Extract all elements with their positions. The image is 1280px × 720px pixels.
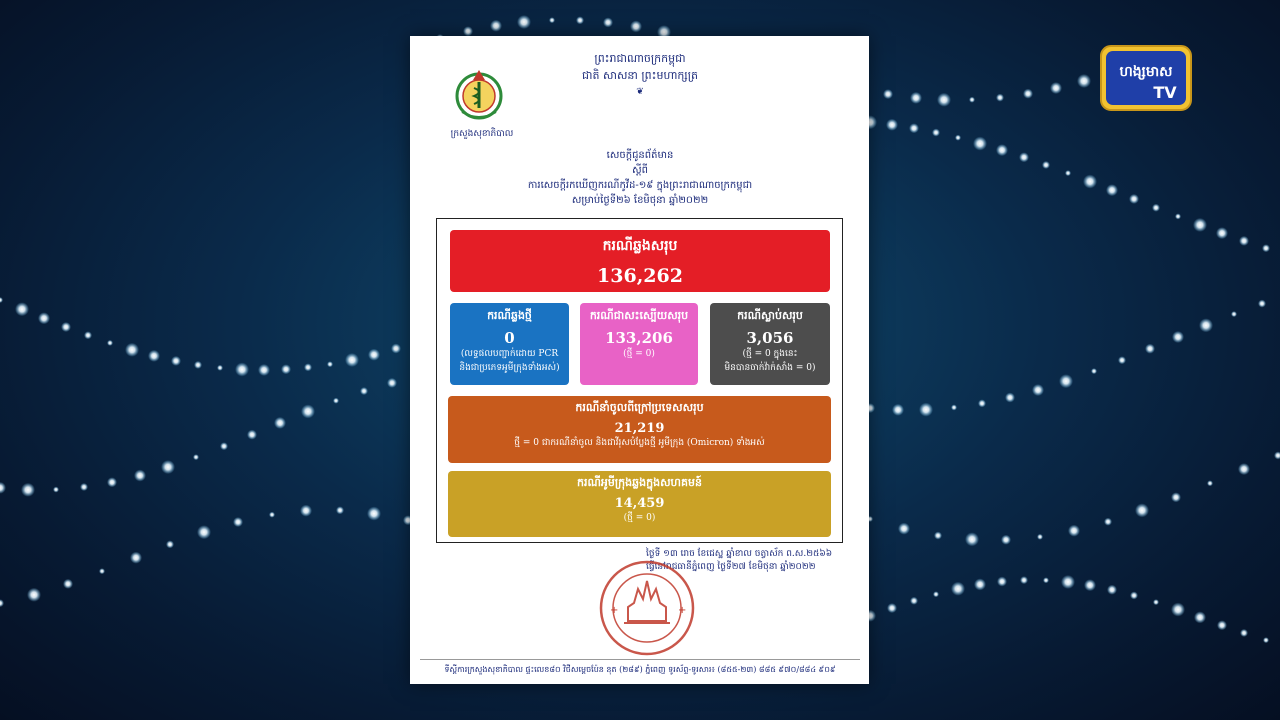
bokeh-light: [53, 487, 59, 493]
bokeh-light: [217, 365, 223, 371]
bokeh-light: [367, 507, 381, 521]
bokeh-light: [1207, 480, 1213, 486]
bokeh-light: [258, 364, 270, 376]
bokeh-light: [1231, 311, 1237, 317]
bokeh-light: [1068, 525, 1080, 537]
new-cases-value: 0: [504, 329, 515, 347]
bokeh-light: [233, 517, 243, 527]
bokeh-light: [1153, 599, 1159, 605]
bokeh-light: [892, 404, 904, 416]
bokeh-light: [996, 144, 1008, 156]
bokeh-light: [0, 297, 3, 303]
bokeh-light: [193, 454, 199, 460]
bokeh-light: [997, 577, 1007, 587]
bokeh-light: [1023, 89, 1033, 99]
kingdom-title: ព្រះរាជាណាចក្រកម្ពុជា: [594, 52, 686, 65]
bokeh-light: [1106, 184, 1118, 196]
total-cases-box: [450, 230, 830, 292]
bokeh-light: [300, 505, 312, 517]
bokeh-light: [1194, 611, 1206, 623]
omicron-value: 14,459: [614, 496, 665, 511]
deaths-value: 3,056: [746, 329, 794, 347]
bokeh-light: [134, 470, 146, 482]
bokeh-light: [1083, 175, 1097, 189]
channel-logo: [1099, 44, 1193, 112]
bokeh-light: [1050, 82, 1062, 94]
bokeh-light: [148, 350, 160, 362]
bokeh-light: [21, 483, 35, 497]
press-release-document: [410, 36, 869, 684]
new-cases-box: [450, 303, 569, 385]
bokeh-light: [1037, 534, 1043, 540]
ministry-emblem-icon: [452, 62, 506, 126]
bokeh-light: [1274, 451, 1280, 459]
imported-note: ថ្មី = 0 ជាករណីនាំចូល និងជាវីរុសបំប្លែងថ្មី អូមីក្រុង (Omicron) ទាំងអស់: [514, 438, 765, 448]
official-seal-icon: [598, 559, 696, 657]
title-line-2: ស្តីពី: [632, 165, 648, 176]
bokeh-light: [1107, 585, 1117, 595]
bokeh-light: [955, 135, 961, 141]
bokeh-light: [1239, 236, 1249, 246]
bokeh-light: [630, 20, 642, 32]
bokeh-light: [1061, 575, 1075, 589]
bokeh-light: [38, 312, 50, 324]
bokeh-light: [910, 597, 918, 605]
bokeh-light: [576, 16, 584, 24]
bokeh-light: [304, 363, 312, 371]
bokeh-light: [1001, 535, 1011, 545]
bokeh-light: [84, 331, 92, 339]
total-cases-value: 136,262: [597, 265, 683, 287]
bokeh-light: [965, 532, 979, 546]
ministry-address-footer: ទីស្តីការក្រសួងសុខាភិបាល ផ្ទះលេខ៨០ វិថីសម្តេចប៉ែន នុត (២៨៩) ភ្នំពេញ ទូរស័ព្ទ-ទូរសារ៖ (៨៥៥-២៣) ៨៨៥ ៩៧០/៨៨៤ ៩០៩: [420, 659, 860, 676]
bokeh-light: [1020, 576, 1028, 584]
bokeh-light: [0, 482, 6, 494]
bokeh-light: [969, 97, 975, 103]
lunar-date: ថ្ងៃទី ១៣ រោច ខែជេស្ឋ ឆ្នាំខាល ចត្វាស័ក ព.ស.២៥៦៦: [646, 549, 833, 559]
bokeh-light: [235, 363, 249, 377]
bokeh-light: [910, 92, 922, 104]
bokeh-light: [130, 552, 142, 564]
bokeh-light: [194, 361, 202, 369]
bokeh-light: [951, 404, 957, 410]
bokeh-light: [1258, 300, 1266, 308]
bokeh-light: [1077, 74, 1091, 88]
bokeh-light: [1019, 152, 1029, 162]
bokeh-light: [166, 540, 174, 548]
channel-tv-text: TV: [1153, 83, 1177, 102]
recovered-label: ករណីជាសះស្បើយសរុប: [589, 309, 689, 322]
bokeh-light: [1216, 227, 1228, 239]
imported-label: ករណីនាំចូលពីក្រៅប្រទេសសរុប: [575, 401, 704, 414]
bokeh-light: [1171, 492, 1181, 502]
title-line-4: សម្រាប់ថ្ងៃទី២៦ ខែមិថុនា ឆ្នាំ២០២២: [571, 195, 709, 206]
bokeh-light: [125, 343, 139, 357]
kingdom-header: [550, 50, 730, 101]
recovered-value: 133,206: [605, 329, 673, 347]
bokeh-light: [883, 89, 893, 99]
bokeh-light: [15, 302, 29, 316]
bokeh-light: [898, 523, 910, 535]
bokeh-light: [887, 603, 897, 613]
new-cases-label: ករណីឆ្លងថ្មី: [487, 309, 532, 322]
bokeh-light: [1059, 374, 1073, 388]
omicron-community-box: [448, 471, 831, 537]
bokeh-light: [1238, 463, 1250, 475]
bokeh-light: [1240, 629, 1248, 637]
bokeh-light: [1172, 331, 1184, 343]
bokeh-light: [909, 123, 919, 133]
new-cases-note-2: និងជាប្រភេទអូមីក្រុងទាំងអស់): [459, 363, 560, 373]
bokeh-light: [937, 93, 951, 107]
bokeh-light: [391, 344, 401, 354]
bokeh-light: [974, 578, 986, 590]
bokeh-light: [1065, 170, 1071, 176]
bokeh-light: [247, 430, 257, 440]
bokeh-light: [327, 361, 333, 367]
new-cases-note-1: (លទ្ធផលបញ្ជាក់ដោយ PCR: [460, 349, 559, 359]
ministry-name: ក្រសួងសុខាភិបាល: [450, 129, 514, 139]
bokeh-light: [1175, 213, 1181, 219]
bokeh-light: [99, 568, 105, 574]
bokeh-light: [973, 137, 987, 151]
bokeh-light: [919, 403, 933, 417]
omicron-note: (ថ្មី = 0): [623, 513, 656, 523]
bokeh-light: [1032, 384, 1044, 396]
recovered-note: (ថ្មី = 0): [623, 349, 655, 359]
imported-value: 21,219: [614, 421, 665, 436]
kingdom-motto: ជាតិ សាសនា ព្រះមហាក្សត្រ: [582, 69, 698, 82]
bokeh-light: [274, 417, 286, 429]
title-line-3: ការសេចក្តីរកឃើញករណីកូវីដ-១៩ ក្នុងព្រះរាជាណាចក្រកម្ពុជា: [527, 180, 753, 191]
omicron-label: ករណីអូមីក្រុងឆ្លងក្នុងសហគមន៍: [577, 476, 702, 489]
deaths-note-2: មិនបានចាក់វ៉ាក់សាំង = 0): [724, 363, 816, 373]
bokeh-light: [220, 442, 228, 450]
bokeh-light: [1263, 637, 1269, 643]
deaths-box: [710, 303, 830, 385]
bokeh-light: [1262, 244, 1270, 252]
bokeh-light: [1130, 591, 1138, 599]
bokeh-light: [107, 477, 117, 487]
bokeh-light: [197, 525, 211, 539]
bokeh-light: [333, 398, 339, 404]
bokeh-light: [1217, 620, 1227, 630]
bokeh-light: [360, 387, 368, 395]
svg-text:+: +: [678, 605, 687, 616]
bokeh-light: [336, 506, 344, 514]
bokeh-light: [345, 353, 359, 367]
bokeh-light: [1129, 194, 1139, 204]
bokeh-light: [1042, 161, 1050, 169]
bokeh-light: [281, 364, 291, 374]
bokeh-light: [1091, 368, 1097, 374]
bokeh-light: [978, 399, 986, 407]
bokeh-light: [1152, 204, 1160, 212]
bokeh-light: [886, 119, 898, 131]
deaths-label: ករណីស្លាប់សរុប: [737, 309, 803, 322]
bokeh-light: [517, 15, 531, 29]
bokeh-light: [951, 582, 965, 596]
bokeh-light: [996, 94, 1004, 102]
ornament-divider: ❦: [636, 87, 644, 97]
bokeh-light: [1193, 218, 1207, 232]
bokeh-light: [603, 17, 613, 27]
bokeh-light: [1084, 579, 1096, 591]
bokeh-light: [463, 26, 473, 36]
imported-cases-box: [448, 396, 831, 463]
bokeh-light: [1171, 603, 1185, 617]
bokeh-light: [107, 340, 113, 346]
bokeh-light: [490, 20, 502, 32]
issue-date: ធ្វើនៅរាជធានីភ្នំពេញ ថ្ងៃទី២៧ ខែមិថុនា ឆ្នាំ២០២២: [646, 562, 816, 572]
statistics-frame: [436, 218, 843, 543]
bokeh-light: [63, 579, 73, 589]
bokeh-light: [1145, 344, 1155, 354]
bokeh-light: [1005, 393, 1015, 403]
bokeh-light: [1043, 577, 1049, 583]
announcement-title: [490, 148, 790, 208]
bokeh-light: [934, 532, 942, 540]
channel-brand-text: ហង្សមាស: [1119, 64, 1173, 80]
bokeh-light: [161, 460, 175, 474]
total-cases-label: ករណីឆ្លងសរុប: [602, 238, 678, 254]
bokeh-light: [1199, 318, 1213, 332]
bokeh-light: [368, 349, 380, 361]
svg-text:+: +: [610, 605, 619, 616]
bokeh-light: [61, 322, 71, 332]
bokeh-light: [301, 404, 315, 418]
bokeh-light: [932, 129, 940, 137]
bokeh-light: [0, 599, 4, 607]
bokeh-light: [1104, 518, 1112, 526]
bokeh-light: [269, 512, 275, 518]
bokeh-light: [80, 483, 88, 491]
bokeh-light: [933, 591, 939, 597]
bokeh-light: [1118, 356, 1126, 364]
bokeh-light: [27, 588, 41, 602]
deaths-note-1: (ថ្មី = 0 ក្នុងនេះ: [742, 349, 798, 359]
title-line-1: សេចក្តីជូនព័ត៌មាន: [606, 150, 674, 161]
bokeh-light: [387, 378, 397, 388]
bokeh-light: [1135, 503, 1149, 517]
bokeh-light: [171, 356, 181, 366]
recovered-box: [580, 303, 698, 385]
bokeh-light: [549, 17, 555, 23]
